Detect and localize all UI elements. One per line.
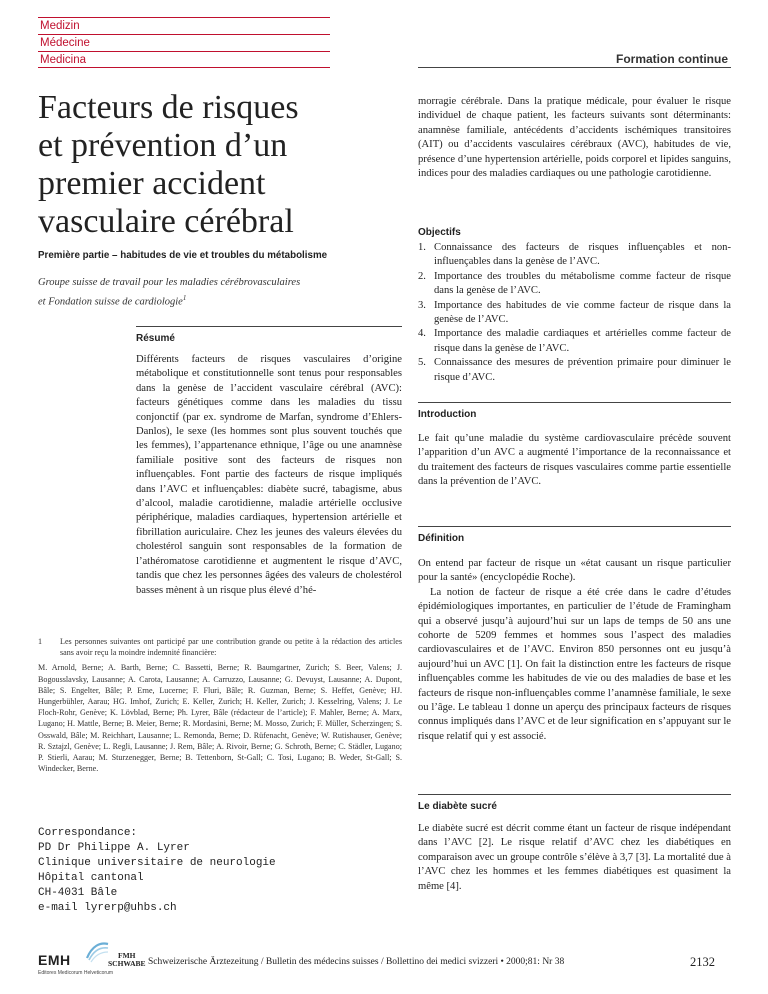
definition-paragraph-2: La notion de facteur de risque a été crée dans le cadre d’études épidémiologiques importantes, en particulier de l’étude de Framingham qui a observé jusqu’à aujourd’hui sur un laps de temps de 50 ans une cohorte de 5209 femmes et hommes sous l’aspect des maladies cardiovasculaires et de l’AVC. Environ 850 personnes ont eu jusqu’à aujourd’hui un AVC [1]. On fait la distinction entre les facteurs de risque influençables comme les habitudes de vie ou des maladies de base et les facteurs de risque non-influençables comme l’anamnèse familiale, le sexe ou l’âge. Le tableau 1 donne un aperçu des principaux facteurs de risques connus impliqués dans l’AVC et de leur signification en s’appuyant sur le risque relatif qui y est associé. — [418, 586, 731, 742]
introduction-heading: Introduction — [418, 409, 477, 420]
objective-number: 4. — [418, 328, 426, 340]
emh-logo-subtitle: Editores Medicorum Helveticorum — [38, 970, 114, 976]
definition-rule — [418, 526, 731, 527]
band-medecine: Médecine — [38, 34, 330, 51]
correspondence-name: PD Dr Philippe A. Lyrer — [38, 842, 190, 854]
objective-text: Importance des troubles du métabolisme comme facteur de risque dans la genèse de l’AVC. — [434, 270, 731, 297]
band-medizin: Medizin — [38, 17, 330, 34]
fmh-logo-text: FMH — [118, 951, 136, 960]
swoosh-logo-icon — [84, 938, 110, 964]
article-title: Facteurs de risques et prévention d’un premier accident vasculaire cérébral — [38, 89, 299, 240]
definition-text — [418, 557, 731, 744]
article-authors — [38, 276, 368, 310]
diabetes-text: Le diabète sucré est décrit comme étant un facteur de risque indépendant dans l’AVC [2]. Le risque relatif d’AVC chez les diabétiques en comparaison avec un groupe contrôle s’élève à 3,7 [3]. La mortalité due à l’AVC chez les hommes et les femmes diabétiques est quasiment la même [4]. — [418, 823, 731, 892]
objective-item — [418, 327, 731, 356]
objective-number: 1. — [418, 242, 426, 253]
footnote-contributors: M. Arnold, Berne; A. Barth, Berne; C. Bassetti, Berne; R. Baumgartner, Zurich; S. Beer, Valens; J. Bogousslavsky, Lausanne; A. Carota, Lausanne; A. Carruzzo, Lausanne; G. Devuyst, Lausanne; A. Dupont, Bâle; S. Engelter, Bâle; P. Erne, Lucerne; F. Fluri, Bâle; R. Guzman, Berne; S. Heffet, Genève; HJ. Hungerbühler, Aarau; HG. Imhof, Zurich; E. Keller, Zurich; H. Keller, Zurich; J. Kesselring, Valens; J. Le Floch-Rohr, Genève; K. Lövblad, Berne; Ph. Lyrer, Bâle (rédacteur de l’article); F. Mahler, Berne; A. Marx, Lugano; H. Mattle, Berne; B. Meier, Berne; R. Mordasini, Berne; M. Mosso, Zurich; F. Müller, Scherzingen; S. Osswald, Bâle; M. Reichhart, Lausanne; L. Remonda, Berne; D. Rüfenacht, Genève; W. Rutishauser, Genève; R. Sztajzl, Genève; L. Regli, Lausanne; J. Rem, Bâle; A. Rivoir, Berne; G. Schroth, Berne; C. Städler, Lugano; P. Stierli, Aarau; M. Sturzenegger, Berne; B. Tettenborn, St-Gall; C. Tosi, Lugano; B. Weder, St-Gall; S. Windecker, Berne. — [38, 663, 402, 774]
objective-number: 5. — [418, 357, 426, 369]
journal-citation: Schweizerische Ärztezeitung / Bulletin des médecins suisses / Bollettino dei medici svizzeri • 2000;81: Nr 38 — [148, 957, 565, 967]
diabetes-rule — [418, 794, 731, 795]
correspondence-email[interactable]: e-mail lyrerp@uhbs.ch — [38, 902, 177, 914]
footnote-mark: 1 — [38, 637, 43, 646]
objective-text: Importance des habitudes de vie comme facteur de risque dans la genèse de l’AVC. — [434, 299, 731, 326]
emh-logo: EMH — [38, 952, 71, 968]
objective-item — [418, 241, 731, 270]
objective-text: Connaissance des mesures de prévention primaire pour diminuer le risque d’AVC. — [434, 357, 731, 383]
introduction-rule — [418, 402, 731, 403]
footnote-intro: Les personnes suivantes ont participé par une contribution grande ou petite à la rédaction des articles sans avoir reçu la moindre indemnité financière: — [60, 637, 402, 658]
objective-item — [418, 270, 731, 299]
diabetes-heading: Le diabète sucré — [418, 801, 497, 812]
objectives-heading: Objectifs — [418, 227, 461, 238]
authors-line-1: Groupe suisse de travail pour les maladies cérébrovasculaires — [38, 277, 301, 288]
fmh-schwabe-logo — [108, 952, 146, 968]
correspondence-hospital: Hôpital cantonal — [38, 872, 144, 884]
authors-line-2-text: et Fondation suisse de cardiologie — [38, 296, 183, 307]
department-bands — [38, 17, 330, 68]
abstract-heading: Résumé — [136, 333, 175, 344]
band-medicina: Medicina — [38, 51, 330, 68]
abstract-rule — [136, 326, 402, 327]
schwabe-logo-text: SCHWABE — [108, 959, 146, 968]
correspondence-label: Correspondance: — [38, 827, 138, 839]
introduction-text: Le fait qu’une maladie du système cardiovasculaire précède souvent l’apparition d’un AVC a augmenté l’importance de la reconnaissance et du traitement des facteurs de risques vasculaires comme partie essentielle dans la prévention de l’AVC. — [418, 433, 731, 488]
footnote — [38, 636, 402, 774]
definition-heading: Définition — [418, 533, 465, 544]
objective-item — [418, 299, 731, 328]
page-number: 2132 — [690, 955, 715, 969]
continued-paragraph: morragie cérébrale. Dans la pratique médicale, pour évaluer le risque individuel de chaque patient, les facteurs suivants sont déterminants: anamnèse familiale, antécédents d’accidents ischémiques transitoires (AIT) ou d’accidents vasculaires cérébraux (AVC), habitudes de vie, présence d’une hypertension artérielle, poids corporel et lipides sanguins, indices pour des maladies cardiaques ou une pathologie carotidienne. — [418, 96, 731, 180]
correspondence-block — [38, 826, 276, 916]
section-rule — [418, 67, 731, 68]
correspondence-city: CH-4031 Bâle — [38, 887, 118, 899]
section-label: Formation continue — [616, 52, 728, 66]
objective-number: 3. — [418, 299, 426, 311]
definition-paragraph-1: On entend par facteur de risque un «état causant un risque particulier pour la santé» (encyclopédie Roche). — [418, 558, 731, 584]
abstract-text: Différents facteurs de risques vasculaires d’origine métabolique et constitutionnelle sont tenus pour responsables dans la genèse de l’accident vasculaire cérébral (AVC): facteurs génétiques comme dans les maladies du tissu conjonctif (par ex. syndrome de Marfan, syndrome d’Ehlers-Danlos), le sexe (les hommes sont plus souvent touchés que les femmes), l’appartenance ethnique, l’âge ou une anamnèse familiale positive sont des facteurs de risques non influençables. Font partie des facteurs de risque impliqués dans l’AVC et influençables: diabète sucré, tabagisme, abus d’alcool, maladie carotidienne, maladie artérielle occlusive périphérique, maladies cardiaques, hypertension artérielle et fibrillation auriculaire. Chez les jeunes des valeurs élevées du cholestérol sanguin sont responsables de la formation de l’athéromatose carotidienne et augmentent le risque d’AVC, tandis que chez les personnes âgées des valeurs de cholestérol basses mènent à un risque plus élevé d’hé- — [136, 354, 402, 596]
objectives-list — [418, 241, 731, 385]
objective-text: Importance des maladie cardiaques et artérielles comme facteur de risque dans la genèse de l’AVC. — [434, 328, 731, 354]
objective-item — [418, 356, 731, 385]
footnote-intro-wrap — [38, 636, 402, 658]
authors-line-2 — [38, 291, 368, 310]
objective-number: 2. — [418, 270, 426, 282]
correspondence-institution: Clinique universitaire de neurologie — [38, 857, 276, 869]
objective-text: Connaissance des facteurs de risques influençables et non-influençables dans la genèse de l’AVC. — [434, 242, 731, 268]
article-subtitle: Première partie – habitudes de vie et troubles du métabolisme — [38, 250, 328, 261]
authors-footnote-mark: 1 — [182, 293, 187, 302]
